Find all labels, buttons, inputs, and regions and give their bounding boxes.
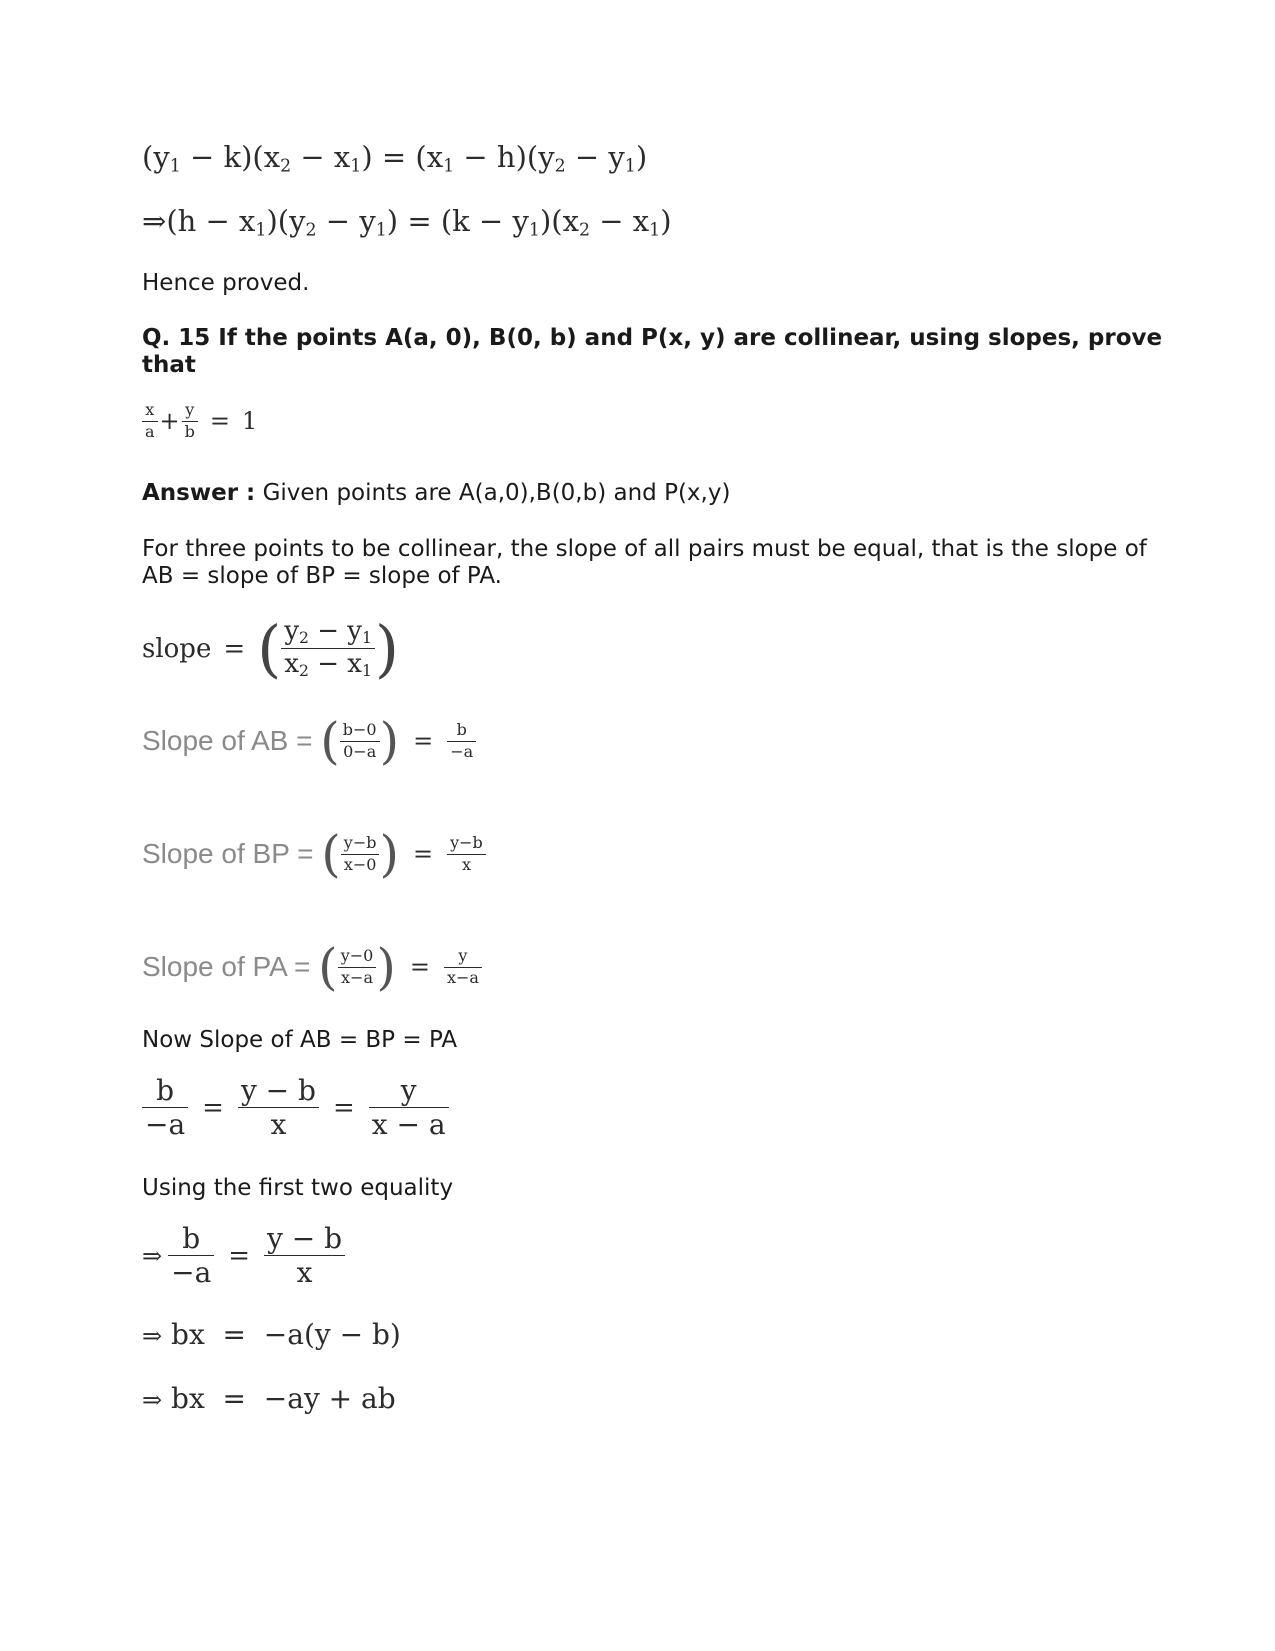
step-3-equation: ⇒ bx = −ay + ab <box>142 1382 396 1415</box>
slope-fraction: $\frac{y_2 - y_1}{x_2 - x_1}$ <box>281 618 375 680</box>
equation-line-1: $(y_1 - k)(x_2 - x_1) = (x_1 - h)(y_2 - y_1)$ <box>142 140 648 177</box>
chain-fraction-1: $\frac{b}{-a}$ <box>142 1076 188 1140</box>
paragraph-line-1: For three points to be collinear, the slope of all pairs must be equal, that is the slope of <box>142 536 1147 562</box>
using-first-two-text: Using the first two equality <box>142 1175 454 1201</box>
slope-pa-fraction: $\frac{y-0}{x-a}$ <box>338 948 377 987</box>
slope-bp-line: Slope of BP = ( $\frac{y-b}{x-0}$ ) = $\frac{y-b}{x}$ <box>142 825 486 883</box>
answer-text: Given points are A(a,0),B(0,b) and P(x,y) <box>255 480 731 506</box>
step-1-equation: ⇒ $\frac{b}{-a}$ = $\frac{y - b}{x}$ <box>142 1224 345 1288</box>
equation-line-2: ⇒(h − $x_1)(y_2 - y_1) = (k - y_1)(x_2 - x_1)$ <box>142 204 672 241</box>
answer-label: Answer : <box>142 480 256 506</box>
question-heading: Q. 15 If the points A(a, 0), B(0, b) and P(x, y) are collinear, using slopes, prove <box>142 325 1163 351</box>
slope-pa-line: Slope of PA = ( $\frac{y-0}{x-a}$ ) = $\frac{y}{x-a}$ <box>142 938 482 996</box>
chain-fraction-2: $\frac{y - b}{x}$ <box>238 1076 319 1140</box>
slope-ab-fraction: $\frac{b-0}{0-a}$ <box>340 722 380 761</box>
target-equation: $\frac{x}{a}$ + $\frac{y}{b}$ = 1 <box>142 402 257 441</box>
question-heading-cont: that <box>142 352 196 378</box>
slope-ab-result: $\frac{b}{-a}$ <box>447 722 476 761</box>
slope-pa-result: $\frac{y}{x-a}$ <box>444 948 482 987</box>
slope-bp-fraction: $\frac{y-b}{x-0}$ <box>341 835 380 874</box>
paragraph-line-2: AB = slope of BP = slope of PA. <box>142 563 502 589</box>
fraction-x-over-a: $\frac{x}{a}$ <box>142 402 158 441</box>
hence-proved-text: Hence proved. <box>142 270 310 296</box>
fraction-y-over-b: $\frac{y}{b}$ <box>182 402 198 441</box>
slope-chain-equation: $\frac{b}{-a}$ = $\frac{y - b}{x}$ = $\frac{y}{x - a}$ <box>142 1076 449 1140</box>
answer-line <box>142 480 730 506</box>
now-slope-text: Now Slope of AB = BP = PA <box>142 1027 458 1053</box>
step1-fraction-1: $\frac{b}{-a}$ <box>168 1224 214 1288</box>
slope-ab-line: Slope of AB = ( $\frac{b-0}{0-a}$ ) = $\frac{b}{-a}$ <box>142 712 476 770</box>
slope-bp-result: $\frac{y-b}{x}$ <box>447 835 486 874</box>
step1-fraction-2: $\frac{y - b}{x}$ <box>264 1224 345 1288</box>
step-2-equation: ⇒ bx = −a(y − b) <box>142 1318 401 1351</box>
chain-fraction-3: $\frac{y}{x - a}$ <box>369 1076 449 1140</box>
slope-formula: slope = ( $\frac{y_2 - y_1}{x_2 - x_1}$ ) <box>142 612 400 685</box>
